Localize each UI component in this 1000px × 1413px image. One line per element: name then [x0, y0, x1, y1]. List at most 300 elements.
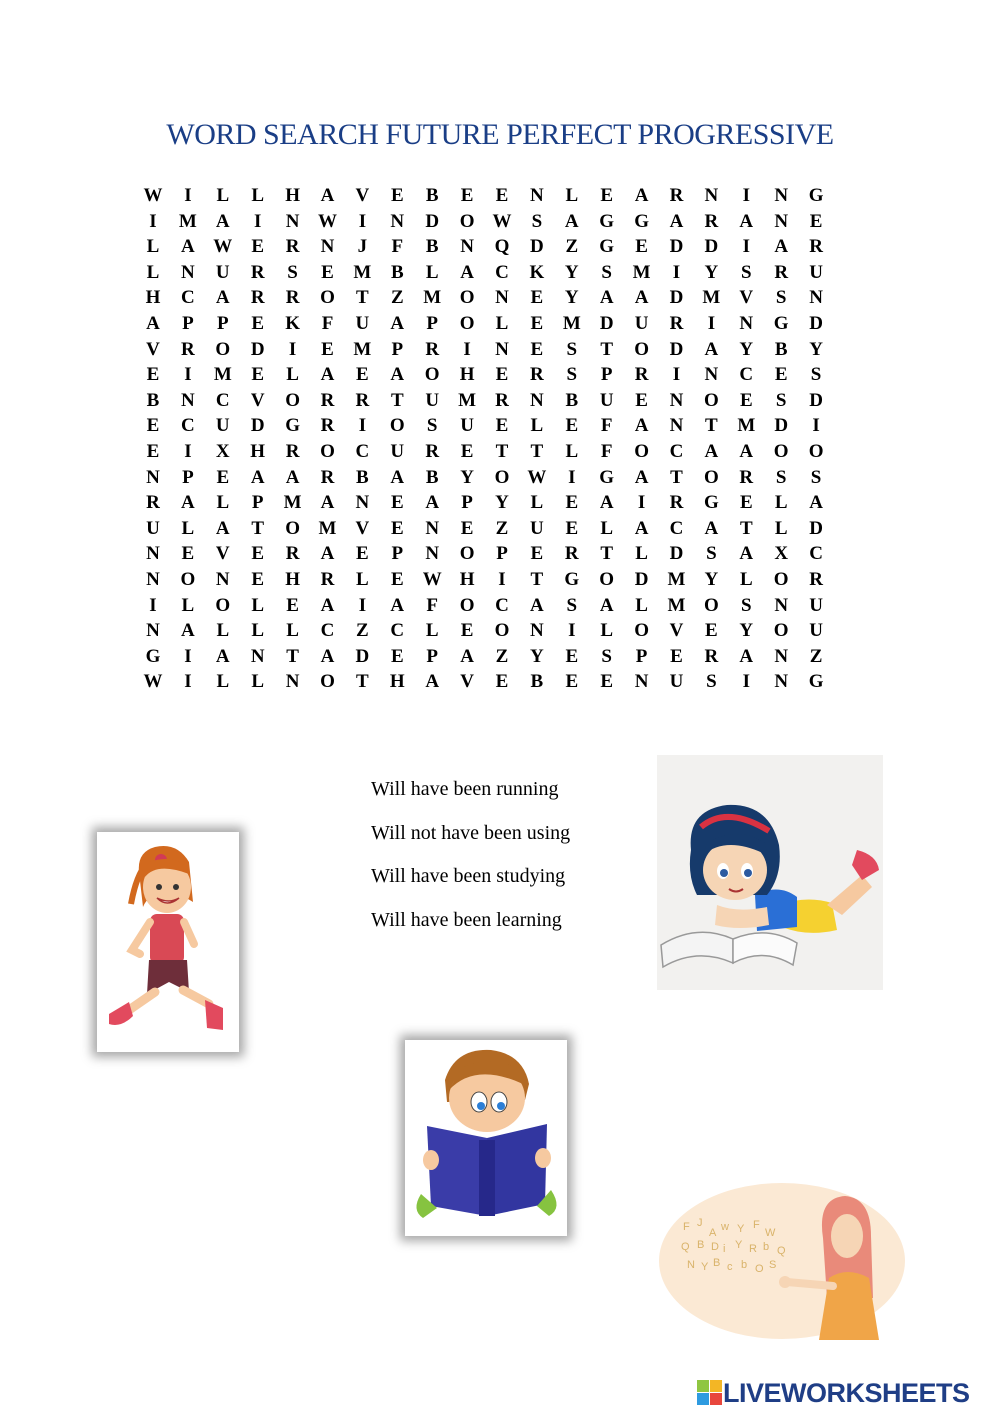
- liveworksheets-logo: [697, 1378, 970, 1408]
- grid-letter: U: [634, 313, 649, 334]
- svg-text:N: N: [687, 1259, 695, 1271]
- grid-letter: L: [774, 492, 788, 514]
- grid-letter: O: [424, 364, 440, 386]
- grid-letter: N: [530, 389, 544, 411]
- grid-letter: R: [809, 569, 823, 590]
- grid-letter: S: [531, 210, 543, 232]
- grid-letter: R: [146, 492, 160, 514]
- grid-letter: V: [355, 517, 370, 539]
- grid-letter: L: [739, 569, 753, 590]
- grid-letter: L: [635, 543, 648, 565]
- grid-letter: S: [601, 645, 612, 667]
- grid-letter: B: [425, 466, 439, 488]
- grid-letter: I: [672, 364, 681, 386]
- grid-letter: U: [809, 620, 823, 642]
- grid-letter: E: [216, 466, 230, 488]
- grid-letter: L: [425, 620, 439, 642]
- grid-letter: L: [356, 569, 369, 590]
- grid-letter: O: [215, 338, 231, 360]
- grid-letter: E: [705, 620, 718, 642]
- grid-letter: D: [809, 517, 823, 539]
- grid-letter: S: [426, 415, 438, 437]
- boy-reading-icon: [405, 1040, 567, 1236]
- grid-letter: F: [600, 441, 613, 462]
- grid-letter: A: [425, 492, 440, 514]
- grid-letter: D: [669, 236, 684, 258]
- grid-letter: D: [250, 338, 265, 360]
- grid-letter: H: [459, 364, 475, 386]
- grid-letter: L: [286, 620, 299, 642]
- grid-letter: E: [495, 415, 509, 437]
- grid-letter: L: [181, 517, 195, 539]
- grid-letter: R: [320, 569, 335, 590]
- word-list-item: Will not have been using: [371, 821, 571, 844]
- grid-letter: I: [184, 441, 192, 462]
- page-title: WORD SEARCH FUTURE PERFECT PROGRESSIVE: [166, 118, 834, 151]
- grid-letter: N: [285, 210, 300, 232]
- grid-letter: N: [774, 645, 789, 667]
- grid-letter: E: [146, 415, 160, 437]
- grid-letter: R: [285, 287, 300, 309]
- grid-letter: R: [425, 338, 440, 360]
- grid-letter: I: [184, 645, 192, 667]
- grid-letter: U: [215, 261, 230, 283]
- grid-letter: C: [355, 441, 370, 462]
- grid-letter: N: [460, 236, 474, 258]
- grid-letter: V: [460, 671, 474, 693]
- grid-letter: E: [565, 645, 579, 667]
- grid-letter: V: [146, 338, 160, 360]
- word-list: [371, 778, 570, 952]
- grid-letter: N: [774, 185, 789, 206]
- grid-letter: D: [250, 415, 265, 437]
- grid-letter: P: [426, 645, 438, 667]
- grid-letter: D: [669, 287, 684, 309]
- grid-letter: I: [812, 415, 820, 437]
- grid-letter: O: [459, 543, 475, 565]
- svg-text:Q: Q: [681, 1241, 690, 1253]
- grid-letter: X: [774, 543, 789, 565]
- grid-letter: R: [564, 543, 579, 565]
- grid-letter: N: [704, 185, 719, 206]
- grid-letter: K: [529, 261, 545, 283]
- grid-letter: O: [704, 594, 719, 616]
- grid-letter: R: [634, 364, 649, 386]
- grid-letter: N: [669, 389, 684, 411]
- svg-text:B: B: [697, 1239, 705, 1251]
- grid-letter: A: [320, 543, 335, 565]
- grid-letter: T: [670, 466, 683, 488]
- grid-letter: E: [460, 441, 474, 462]
- grid-letter: A: [320, 645, 335, 667]
- grid-letter: A: [181, 492, 195, 514]
- grid-letter: E: [251, 364, 265, 386]
- grid-letter: P: [391, 543, 404, 565]
- grid-letter: C: [495, 261, 509, 283]
- teacher-letters-picture: [657, 1178, 907, 1340]
- grid-letter: L: [251, 671, 265, 693]
- grid-letter: N: [634, 671, 649, 693]
- grid-letter: I: [672, 261, 681, 283]
- grid-letter: A: [634, 517, 649, 539]
- grid-letter: A: [564, 210, 579, 232]
- logo-text: LIVEWORKSHEETS: [723, 1377, 970, 1408]
- svg-text:F: F: [683, 1221, 690, 1233]
- grid-letter: R: [285, 441, 300, 462]
- grid-letter: Y: [739, 620, 754, 642]
- grid-letter: N: [146, 543, 160, 565]
- grid-letter: W: [422, 569, 442, 590]
- grid-letter: A: [320, 364, 335, 386]
- grid-letter: C: [669, 517, 684, 539]
- grid-letter: B: [390, 261, 404, 283]
- grid-letter: N: [181, 261, 195, 283]
- grid-letter: M: [458, 389, 477, 411]
- grid-letter: O: [808, 441, 824, 462]
- grid-letter: R: [250, 287, 265, 309]
- grid-letter: A: [320, 492, 335, 514]
- grid-letter: S: [706, 543, 717, 565]
- grid-letter: W: [143, 185, 163, 206]
- grid-letter: G: [564, 569, 580, 590]
- grid-letter: L: [146, 261, 160, 283]
- grid-letter: R: [739, 466, 754, 488]
- grid-letter: T: [600, 543, 614, 565]
- svg-text:Y: Y: [737, 1223, 745, 1235]
- grid-letter: A: [460, 261, 474, 283]
- grid-letter: E: [251, 236, 265, 258]
- grid-letter: L: [774, 517, 788, 539]
- grid-letter: R: [355, 389, 370, 411]
- svg-text:A: A: [709, 1227, 717, 1239]
- grid-letter: V: [669, 620, 684, 642]
- grid-letter: G: [599, 466, 615, 488]
- grid-letter: O: [599, 569, 615, 590]
- grid-letter: E: [600, 671, 614, 693]
- grid-letter: O: [459, 287, 475, 309]
- grid-letter: O: [285, 389, 300, 411]
- grid-letter: A: [809, 492, 823, 514]
- grid-letter: N: [320, 236, 335, 258]
- svg-text:J: J: [697, 1217, 703, 1229]
- grid-letter: L: [251, 594, 265, 616]
- grid-letter: O: [459, 594, 475, 616]
- grid-letter: D: [355, 645, 370, 667]
- grid-letter: I: [184, 185, 192, 206]
- grid-letter: I: [253, 210, 262, 232]
- grid-letter: I: [707, 313, 716, 334]
- svg-text:S: S: [769, 1259, 777, 1271]
- grid-letter: E: [739, 492, 753, 514]
- grid-letter: W: [213, 236, 233, 258]
- grid-letter: C: [215, 389, 230, 411]
- grid-letter: P: [635, 645, 648, 667]
- grid-letter: O: [773, 620, 789, 642]
- grid-letter: I: [742, 671, 750, 693]
- grid-letter: P: [182, 313, 194, 334]
- grid-letter: M: [353, 261, 372, 283]
- grid-letter: N: [146, 620, 160, 642]
- grid-letter: A: [320, 185, 335, 206]
- grid-letter: E: [390, 492, 404, 514]
- grid-letter: O: [494, 466, 510, 488]
- word-list-item: Will have been studying: [371, 865, 566, 887]
- svg-text:c: c: [727, 1261, 733, 1273]
- grid-letter: I: [358, 594, 367, 616]
- grid-letter: E: [809, 210, 823, 232]
- grid-letter: U: [809, 261, 823, 283]
- grid-letter: N: [285, 671, 300, 693]
- grid-letter: M: [667, 569, 686, 590]
- grid-letter: T: [739, 517, 753, 539]
- grid-letter: L: [286, 364, 299, 386]
- grid-letter: P: [461, 492, 473, 514]
- grid-letter: L: [216, 671, 230, 693]
- grid-letter: N: [390, 210, 405, 232]
- grid-letter: D: [669, 543, 684, 565]
- grid-letter: G: [808, 671, 824, 693]
- grid-letter: Z: [356, 620, 369, 642]
- grid-letter: G: [599, 236, 615, 258]
- grid-letter: P: [496, 543, 508, 565]
- grid-letter: R: [425, 441, 440, 462]
- grid-letter: R: [774, 261, 789, 283]
- grid-letter: S: [810, 466, 822, 488]
- svg-text:B: B: [713, 1257, 721, 1269]
- grid-letter: N: [495, 338, 509, 360]
- grid-letter: E: [495, 364, 509, 386]
- grid-letter: V: [250, 389, 265, 411]
- grid-letter: A: [634, 185, 649, 206]
- grid-letter: D: [669, 338, 684, 360]
- grid-letter: L: [530, 415, 544, 437]
- grid-letter: N: [774, 594, 789, 616]
- grid-letter: C: [739, 364, 754, 386]
- grid-letter: M: [737, 415, 756, 437]
- grid-letter: R: [181, 338, 195, 360]
- grid-letter: O: [320, 441, 335, 462]
- grid-letter: E: [460, 517, 474, 539]
- grid-letter: U: [460, 415, 474, 437]
- grid-letter: U: [215, 415, 230, 437]
- svg-text:b: b: [763, 1241, 770, 1253]
- grid-letter: M: [178, 210, 197, 232]
- grid-letter: C: [181, 287, 195, 309]
- grid-letter: Y: [809, 338, 823, 360]
- grid-letter: X: [215, 441, 230, 462]
- grid-letter: O: [773, 441, 789, 462]
- grid-letter: O: [704, 389, 719, 411]
- grid-letter: M: [562, 313, 581, 334]
- grid-letter: O: [459, 313, 475, 334]
- svg-text:W: W: [765, 1227, 776, 1239]
- grid-letter: D: [809, 313, 823, 334]
- grid-letter: G: [145, 645, 161, 667]
- grid-letter: O: [773, 569, 789, 590]
- svg-text:Y: Y: [701, 1261, 709, 1273]
- grid-letter: H: [285, 185, 300, 206]
- grid-letter: S: [810, 364, 822, 386]
- grid-letter: R: [669, 313, 684, 334]
- grid-letter: U: [669, 671, 684, 693]
- grid-letter: B: [530, 671, 544, 693]
- svg-text:w: w: [721, 1221, 729, 1233]
- grid-letter: N: [146, 569, 160, 590]
- grid-letter: C: [669, 441, 684, 462]
- grid-letter: E: [251, 543, 265, 565]
- grid-letter: M: [667, 594, 686, 616]
- svg-text:Q: Q: [777, 1245, 786, 1257]
- grid-letter: U: [530, 517, 544, 539]
- grid-letter: Y: [530, 645, 544, 667]
- grid-letter: Y: [739, 338, 754, 360]
- grid-letter: A: [599, 594, 614, 616]
- grid-letter: N: [425, 543, 440, 565]
- svg-text:i: i: [723, 1243, 726, 1255]
- grid-letter: T: [530, 441, 544, 462]
- grid-letter: A: [739, 210, 754, 232]
- grid-letter: Y: [460, 466, 474, 488]
- grid-letter: G: [704, 492, 719, 514]
- grid-letter: U: [599, 389, 614, 411]
- grid-letter: E: [460, 185, 474, 206]
- grid-letter: N: [146, 466, 160, 488]
- grid-letter: R: [669, 492, 684, 514]
- grid-letter: R: [320, 389, 335, 411]
- grid-letter: Y: [564, 261, 579, 283]
- grid-letter: O: [494, 620, 510, 642]
- grid-letter: E: [635, 236, 648, 258]
- grid-letter: I: [568, 620, 576, 642]
- grid-letter: I: [498, 569, 506, 590]
- grid-letter: G: [599, 210, 615, 232]
- grid-letter: E: [251, 313, 265, 334]
- grid-letter: W: [492, 210, 512, 232]
- svg-text:R: R: [749, 1243, 757, 1255]
- grid-letter: T: [356, 671, 369, 693]
- grid-letter: T: [530, 569, 544, 590]
- grid-letter: A: [634, 415, 649, 437]
- reading-girl-icon: [657, 755, 883, 990]
- grid-letter: C: [181, 415, 195, 437]
- boy-reading-picture: [405, 1040, 567, 1236]
- svg-text:F: F: [753, 1219, 760, 1231]
- grid-letter: C: [809, 543, 823, 565]
- grid-letter: R: [285, 543, 300, 565]
- grid-letter: Q: [494, 236, 510, 258]
- grid-letter: G: [808, 185, 824, 206]
- grid-letter: N: [669, 415, 684, 437]
- teacher-letters-icon: [657, 1178, 907, 1340]
- grid-letter: L: [565, 185, 579, 206]
- grid-letter: U: [425, 389, 440, 411]
- grid-letter: W: [143, 671, 163, 693]
- grid-letter: E: [390, 645, 404, 667]
- grid-letter: Y: [704, 261, 719, 283]
- grid-letter: E: [774, 364, 788, 386]
- grid-letter: B: [146, 389, 160, 411]
- grid-letter: A: [599, 287, 614, 309]
- grid-letter: F: [391, 236, 404, 258]
- grid-letter: A: [250, 466, 265, 488]
- grid-letter: E: [181, 543, 195, 565]
- grid-letter: E: [251, 569, 265, 590]
- grid-letter: M: [353, 338, 372, 360]
- grid-letter: U: [809, 594, 823, 616]
- grid-letter: E: [146, 441, 160, 462]
- grid-letter: H: [389, 671, 405, 693]
- grid-letter: A: [215, 210, 230, 232]
- grid-letter: Z: [390, 287, 404, 309]
- grid-letter: U: [390, 441, 405, 462]
- grid-letter: E: [565, 492, 579, 514]
- grid-letter: E: [321, 261, 334, 283]
- grid-letter: D: [530, 236, 544, 258]
- grid-letter: S: [566, 364, 578, 386]
- grid-letter: T: [495, 441, 509, 462]
- grid-letter: M: [702, 287, 721, 309]
- grid-letter: L: [565, 441, 579, 462]
- grid-letter: A: [634, 287, 649, 309]
- grid-letter: I: [184, 364, 192, 386]
- grid-letter: O: [320, 287, 335, 309]
- grid-letter: I: [742, 185, 750, 206]
- grid-letter: M: [632, 261, 651, 283]
- grid-letter: A: [774, 236, 789, 258]
- grid-letter: Y: [564, 287, 579, 309]
- grid-letter: L: [181, 594, 195, 616]
- grid-letter: T: [390, 389, 404, 411]
- grid-letter: S: [775, 287, 787, 309]
- grid-letter: O: [215, 594, 231, 616]
- grid-letter: T: [251, 517, 265, 539]
- grid-letter: U: [146, 517, 160, 539]
- grid-letter: U: [355, 313, 370, 334]
- grid-letter: P: [251, 492, 264, 514]
- grid-letter: E: [390, 185, 404, 206]
- grid-letter: L: [635, 594, 648, 616]
- grid-letter: E: [460, 620, 474, 642]
- grid-letter: A: [146, 313, 160, 334]
- grid-letter: Y: [495, 492, 509, 514]
- grid-letter: T: [600, 338, 614, 360]
- grid-letter: A: [739, 645, 754, 667]
- grid-letter: V: [739, 287, 754, 309]
- grid-letter: A: [704, 338, 719, 360]
- grid-letter: D: [809, 389, 823, 411]
- grid-letter: V: [355, 185, 370, 206]
- grid-letter: S: [287, 261, 298, 283]
- grid-letter: N: [355, 492, 370, 514]
- grid-letter: L: [251, 620, 265, 642]
- grid-letter: Z: [565, 236, 579, 258]
- grid-letter: H: [285, 569, 300, 590]
- word-list-item: Will have been learning: [371, 908, 562, 931]
- grid-letter: N: [704, 364, 719, 386]
- grid-letter: I: [149, 210, 157, 232]
- grid-letter: A: [460, 645, 474, 667]
- svg-text:Y: Y: [735, 1239, 743, 1251]
- grid-letter: I: [568, 466, 576, 488]
- grid-letter: A: [181, 236, 195, 258]
- grid-letter: A: [215, 517, 230, 539]
- grid-letter: A: [425, 671, 440, 693]
- grid-letter: N: [425, 517, 440, 539]
- grid-letter: E: [565, 415, 579, 437]
- grid-letter: A: [215, 287, 230, 309]
- grid-letter: I: [288, 338, 297, 360]
- grid-letter: E: [565, 517, 579, 539]
